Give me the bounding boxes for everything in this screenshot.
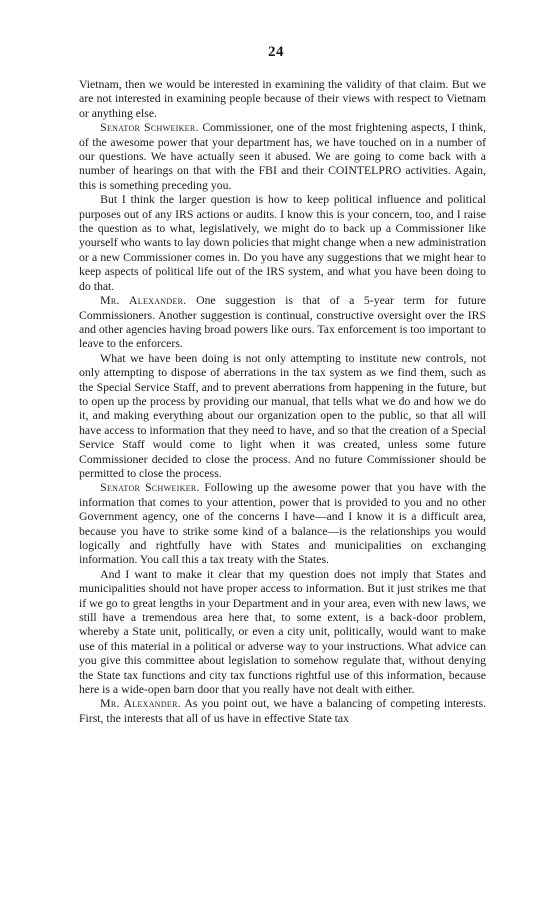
paragraph	[79, 121, 486, 193]
paragraph	[79, 193, 486, 294]
paragraph	[79, 568, 486, 698]
paragraph-text: Commissioner, one of the most frightening aspects, I think, of the awesome power that your department has, we have touched on in a number of our questions. We have actually seen it abused. We are going to come back with a number of hearings on that with the FBI and their COINTELPRO activities. Again, this is something preceding you.	[79, 121, 486, 192]
speaker-name: Senator Schweiker.	[100, 481, 200, 495]
page-number: 24	[268, 44, 284, 60]
speaker-name: Mr. Alexander.	[100, 294, 187, 308]
paragraph	[79, 78, 486, 121]
paragraph-text: One suggestion is that of a 5-year term for future Commissioners. Another suggestion is continual, constructive oversight over the IRS and other agencies having broad powers like ours. Tax enforcement is too important to leave to the enforcers.	[79, 294, 486, 351]
body-text	[79, 78, 486, 726]
paragraph-text: But I think the larger question is how to keep political influence and political purposes out of any IRS actions or audits. I know this is your concern, too, and I raise the question as to what, legislatively, we might do to back up a Commissioner like yourself who wants to lay down policies that might change when a new administration or a new Commissioner comes in. Do you have any suggestions that we might hear to keep aspects of political life out of the IRS system, and what you have been doing to do that.	[79, 193, 486, 293]
speaker-name: Senator Schweiker.	[100, 121, 199, 135]
speaker-name: Mr. Alexander.	[100, 697, 181, 711]
paragraph	[79, 697, 486, 726]
paragraph-text: Following up the awesome power that you have with the information that comes to your attention, power that is provided to you and no other Government agency, one of the concerns I have—and I know it is a difficult area, because you have to strike some kind of a balance—is the relationships you would logically and rightfully have with States and municipalities on exchanging information. You call this a tax treaty with the States.	[79, 481, 486, 567]
paragraph	[79, 481, 486, 567]
paragraph-text: What we have been doing is not only attempting to institute new controls, not only attempting to dispose of aberrations in the tax system as we find them, such as the Special Service Staff, and to prevent aberrations from happening in the future, but to open up the process by providing our manual, that tells what we do and how we do it, and making everything about our organization open to the public, so that all will have access to information that they need to have, and so that the creation of a Special Service Staff would come to light when it was created, unless some future Commissioner decided to close the process. And no future Commissioner should be permitted to close the process.	[79, 351, 486, 480]
paragraph-text: And I want to make it clear that my question does not imply that States and municipalities should not have proper access to information. But it just strikes me that if we go to great lengths in your Department and in your area, even with new laws, we still have a tremendous area here that, to some extent, is a back-door problem, whereby a State unit, politically, or even a city unit, politically, would want to make use of this material in a political or adverse way to your instructions. What advice can you give this committee about legislation to somehow regulate that, without denying the State tax functions and city tax functions rightful use of this information, because here is a wide-open barn door that you really have not dealt with either.	[79, 567, 486, 697]
paragraph-text: As you point out, we have a balancing of competing interests. First, the interests that all of us have in effective State tax	[79, 697, 486, 725]
paragraph-text: Vietnam, then we would be interested in examining the validity of that claim. But we are not interested in examining people because of their views with respect to Vietnam or anything else.	[79, 78, 486, 120]
paragraph	[79, 352, 486, 482]
paragraph	[79, 294, 486, 352]
